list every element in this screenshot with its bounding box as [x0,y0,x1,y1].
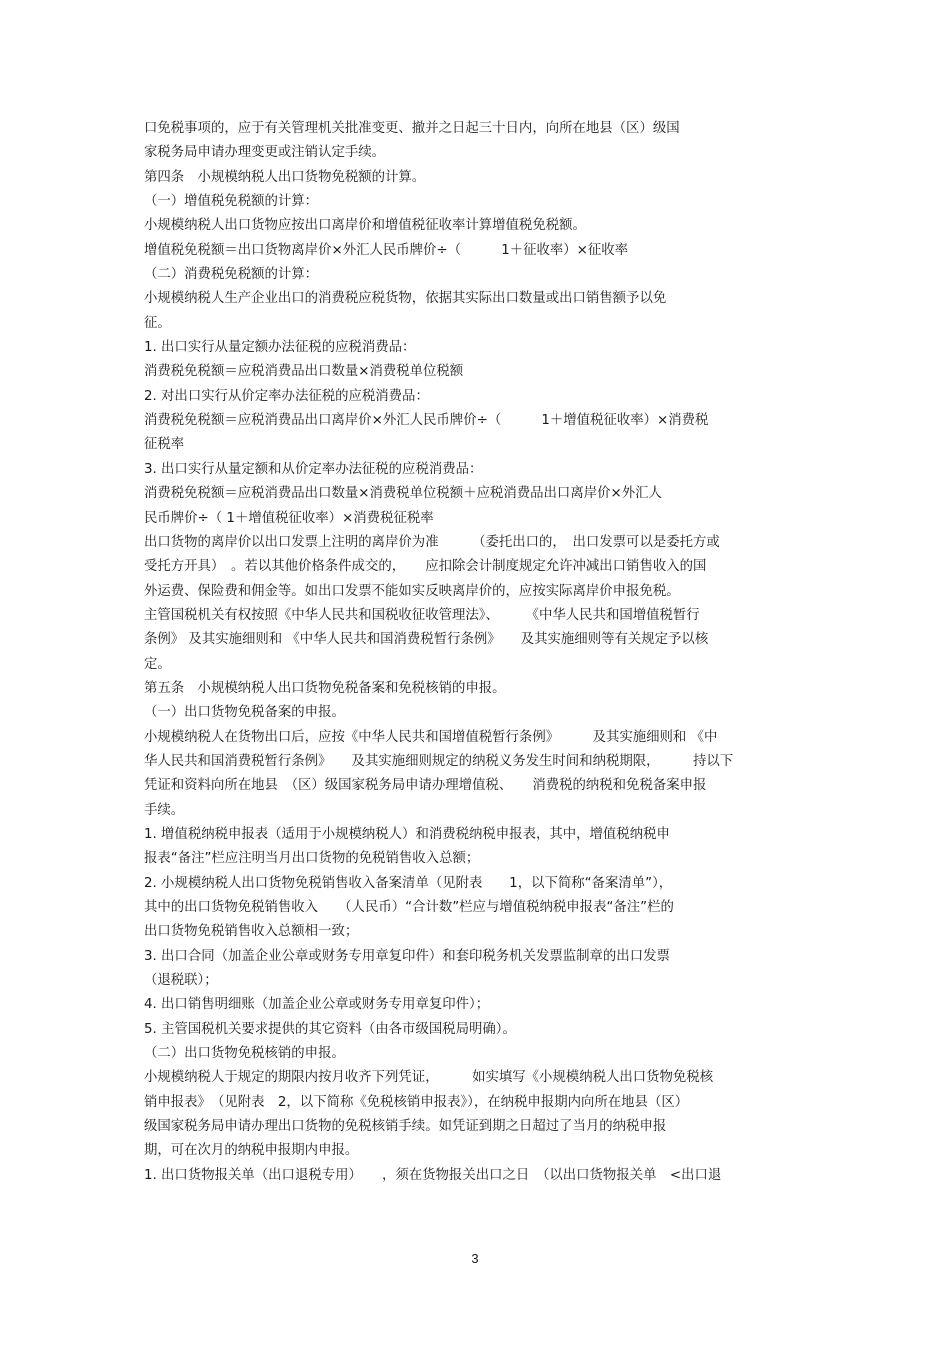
text-line: 级国家税务局申请办理出口货物的免税核销手续。如凭证到期之日超过了当月的纳税申报 [144,1119,667,1135]
text-line: 1. 出口实行从量定额办法征税的应税消费品： [144,340,416,356]
text-line: 小规模纳税人在货物出口后，应按《中华人民共和国增值税暂行条例》 及其实施细则和 《中 [144,729,718,745]
text-line: 第四条 小规模纳税人出口货物免税额的计算。 [144,169,426,185]
text-line: 家税务局申请办理变更或注销认定手续。 [144,145,386,161]
text-line: 民币牌价÷（ 1＋增值税征收率）×消费税征税率 [144,510,434,526]
text-line: （二）消费税免税额的计算： [144,267,319,283]
text-line: 华人民共和国消费税暂行条例》 及其实施细则规定的纳税义务发生时间和纳税期限， 持以下 [144,753,734,769]
text-line: 销申报表》 （见附表 2，以下简称《免税核销申报表》），在纳税申报期内向所在地县（区） [144,1094,689,1110]
text-line: 手续。 [144,802,185,818]
text-line: 2. 小规模纳税人出口货物免税销售收入备案清单（见附表 1，以下简称“备案清单”）， [144,875,673,891]
text-line: 3. 出口实行从量定额和从价定率办法征税的应税消费品： [144,461,483,477]
text-line: 受托方开具） 。若以其他价格条件成交的， 应扣除会计制度规定允许冲减出口销售收入的国 [144,559,707,575]
text-line: 1. 增值税纳税申报表（适用于小规模纳税人）和消费税纳税申报表，其中，增值税纳税申 [144,826,670,842]
text-line: （退税联）； [144,973,218,989]
text-line: 消费税免税额＝应税消费品出口数量×消费税单位税额 [144,364,464,380]
text-line: 消费税免税额＝应税消费品出口数量×消费税单位税额＋应税消费品出口离岸价×外汇人 [144,486,662,502]
text-line: 出口货物免税销售收入总额相一致； [144,924,359,940]
text-line: 小规模纳税人生产企业出口的消费税应税货物，依据其实际出口数量或出口销售额予以免 [144,291,667,307]
text-line: 3. 出口合同（加盖企业公章或财务专用章复印件）和套印税务机关发票监制章的出口发票 [144,948,670,964]
text-line: 期，可在次月的纳税申报期内申报。 [144,1143,359,1159]
text-line: 1. 出口货物报关单（出口退税专用） ，须在货物报关出口之日 （以出口货物报关单 <出口退 [144,1167,722,1183]
text-line: 口免税事项的，应于有关管理机关批准变更、撤并之日起三十日内，向所在地县（区）级国 [144,121,680,136]
text-line: 出口货物的离岸价以出口发票上注明的离岸价为准 （委托出口的， 出口发票可以是委托方或 [144,534,720,550]
text-line: 征税率 [144,437,185,453]
text-line: 外运费、保险费和佣金等。如出口发票不能如实反映离岸价的，应按实际离岸价申报免税。 [144,583,680,599]
text-line: 条例》 及其实施细则和 《中华人民共和国消费税暂行条例》 及其实施细则等有关规定予以核 [144,632,709,648]
text-line: 报表“备注”栏应注明当月出口货物的免税销售收入总额； [144,851,480,867]
text-line: 增值税免税额＝出口货物离岸价×外汇人民币牌价÷（ 1＋征收率）×征收率 [144,242,629,258]
text-line: 定。 [144,656,171,672]
text-line: 其中的出口货物免税销售收入 （人民币）“合计数”栏应与增值税纳税申报表“备注”栏的 [144,900,674,915]
text-line: 消费税免税额＝应税消费品出口离岸价×外汇人民币牌价÷（ 1＋增值税征收率）×消费税 [144,413,709,429]
text-line: 主管国税机关有权按照《中华人民共和国税收征收管理法》、 《中华人民共和国增值税暂行 [144,607,700,623]
text-line: 5. 主管国税机关要求提供的其它资料（由各市级国税局明确）。 [144,1021,516,1037]
text-line: 凭证和资料向所在地县 （区）级国家税务局申请办理增值税、 消费税的纳税和免税备案申报 [144,778,707,794]
page-number: 3 [471,1251,479,1266]
text-line: 小规模纳税人于规定的期限内按月收齐下列凭证， 如实填写《小规模纳税人出口货物免税核 [144,1070,714,1086]
text-line: 4. 出口销售明细账（加盖企业公章或财务专用章复印件）； [144,997,490,1013]
text-line: 第五条 小规模纳税人出口货物免税备案和免税核销的申报。 [144,680,506,696]
text-line: （一）出口货物免税备案的申报。 [144,705,345,721]
text-line: 小规模纳税人出口货物应按出口离岸价和增值税征收率计算增值税免税额。 [144,218,586,234]
text-line: 2. 对出口实行从价定率办法征税的应税消费品： [144,388,429,404]
document-body [144,117,824,1188]
text-line: （一）增值税免税额的计算： [144,194,319,210]
text-line: 征。 [144,315,171,331]
text-line: （二）出口货物免税核销的申报。 [144,1046,345,1062]
